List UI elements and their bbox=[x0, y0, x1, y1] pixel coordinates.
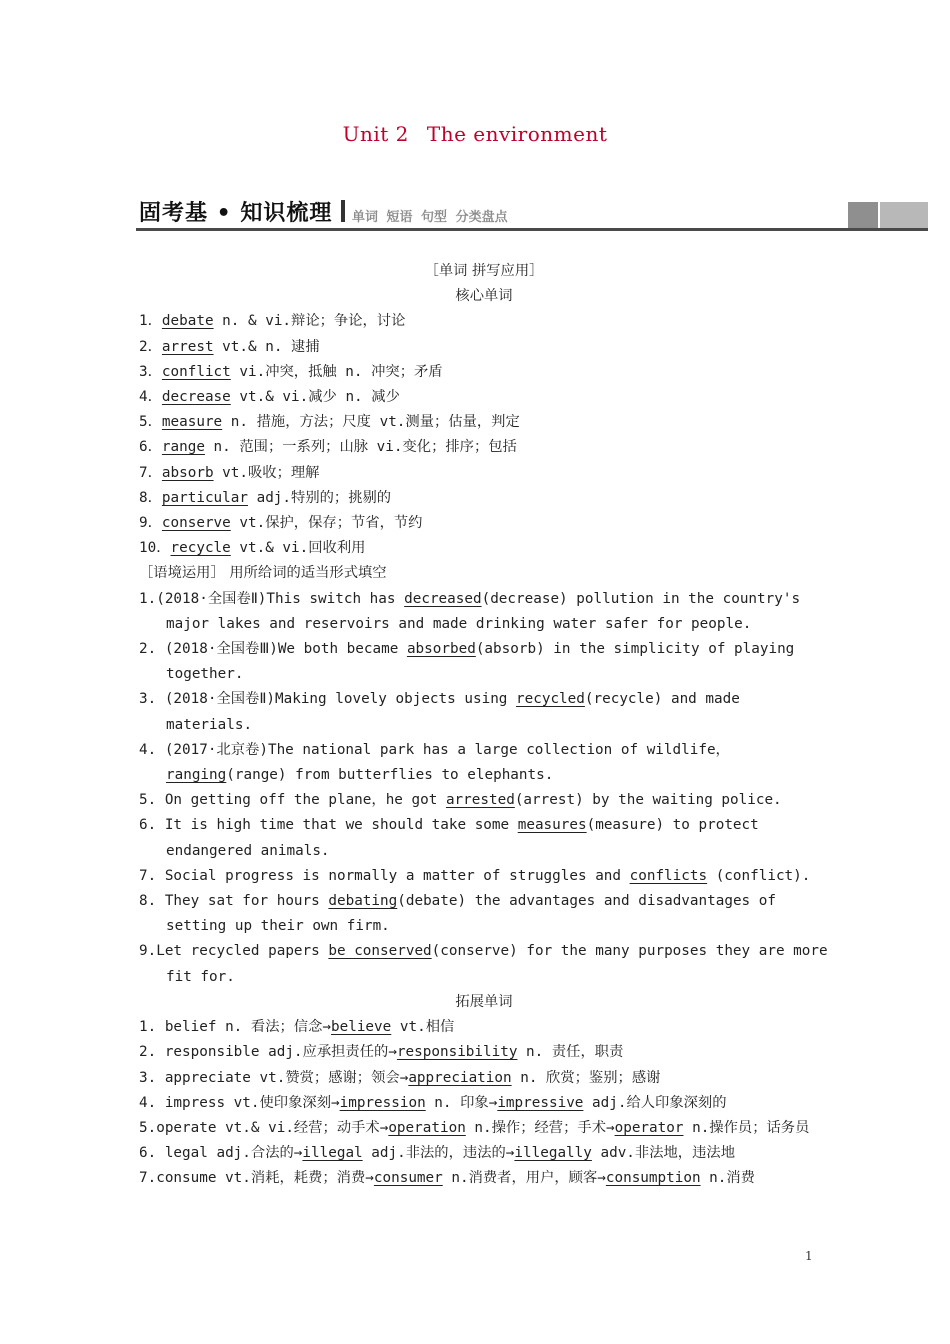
sentence-start: 1.(2018·全国卷Ⅱ)This switch has bbox=[139, 590, 405, 607]
vocab-word: arrest bbox=[161, 338, 214, 355]
sentence-start: 8. They sat for hours bbox=[139, 893, 329, 910]
derived-definition: n.消费者，用户，顾客→ bbox=[442, 1170, 606, 1187]
word-definition: vt.& vi.回收利用 bbox=[230, 540, 366, 557]
word-definition: vi.冲突，抵触 n. 冲突；矛盾 bbox=[230, 363, 443, 380]
answer-word: debating bbox=[328, 893, 398, 910]
context-item bbox=[139, 813, 829, 863]
core-word-item bbox=[139, 536, 829, 561]
banner-decoration-light bbox=[880, 202, 928, 228]
context-item bbox=[139, 738, 829, 788]
base-word: 4. impress vt.使印象深刻→ bbox=[139, 1094, 340, 1111]
sentence-end: (recycle) and made materials. bbox=[166, 691, 740, 733]
word-definition: n. 范围；一系列；山脉 vi.变化；排序；包括 bbox=[204, 439, 517, 456]
word-definition: vt.& n. 逮捕 bbox=[213, 338, 320, 355]
word-definition: adj.特别的；挑剔的 bbox=[247, 489, 392, 506]
derived-word: impression bbox=[339, 1094, 426, 1111]
vocab-word: range bbox=[161, 439, 205, 456]
sentence-end: (debate) the advantages and disadvantages of setting up their own firm. bbox=[166, 893, 776, 935]
derived-definition: adj.非法的，违法的→ bbox=[362, 1145, 515, 1162]
vocab-word: measure bbox=[161, 414, 223, 431]
banner-divider bbox=[341, 200, 345, 222]
sentence-end: (arrest) by the waiting police. bbox=[514, 792, 782, 809]
derived-definition: n.消费 bbox=[700, 1170, 755, 1187]
derived-word: appreciation bbox=[408, 1069, 512, 1086]
word-definition: vt.& vi.减少 n. 减少 bbox=[230, 389, 400, 406]
answer-word: conflicts bbox=[629, 867, 708, 884]
context-item bbox=[139, 939, 829, 989]
banner-subtitle: 单词 短语 句型 分类盘点 bbox=[352, 210, 508, 225]
vocab-word: recycle bbox=[170, 540, 231, 557]
derived-word: consumer bbox=[373, 1170, 443, 1187]
sentence-end: (conserve) for the many purposes they are more fit for. bbox=[166, 943, 828, 985]
core-word-item bbox=[139, 309, 829, 334]
core-word-item bbox=[139, 360, 829, 385]
item-number: 8． bbox=[139, 489, 162, 506]
derived-word: operator bbox=[614, 1119, 684, 1136]
banner-title: 固考基 • 知识梳理 bbox=[139, 201, 333, 226]
vocab-word: debate bbox=[161, 313, 214, 330]
derived-definition: n.操作员；话务员 bbox=[683, 1119, 810, 1136]
context-item bbox=[139, 587, 829, 637]
context-exercise-list bbox=[139, 587, 829, 990]
sentence-start: 7. Social progress is normally a matter of struggles and bbox=[139, 867, 630, 884]
derived-definition: n. 责任，职责 bbox=[517, 1044, 624, 1061]
derived-word: illegally bbox=[514, 1145, 592, 1162]
sentence-start: 2. (2018·全国卷Ⅲ)We both became bbox=[139, 641, 407, 658]
section-banner bbox=[136, 196, 928, 234]
word-definition: n. 措施，方法；尺度 vt.测量；估量，判定 bbox=[222, 414, 520, 431]
vocab-word: absorb bbox=[161, 464, 214, 481]
context-item bbox=[139, 637, 829, 687]
derived-word: responsibility bbox=[396, 1044, 518, 1061]
derived-definition: n.操作；经营；手术→ bbox=[465, 1119, 615, 1136]
unit-title bbox=[0, 122, 950, 146]
item-number: 1． bbox=[139, 313, 162, 330]
core-word-item bbox=[139, 410, 829, 435]
unit-topic: The environment bbox=[426, 122, 608, 146]
derived-definition: n. 欣赏；鉴别；感谢 bbox=[511, 1069, 661, 1086]
extended-word-item bbox=[139, 1166, 829, 1191]
core-word-item bbox=[139, 385, 829, 410]
core-word-item bbox=[139, 335, 829, 360]
banner-rule bbox=[136, 228, 928, 231]
core-word-item bbox=[139, 435, 829, 460]
base-word: 5.operate vt.& vi.经营；动手术→ bbox=[139, 1119, 389, 1136]
context-item bbox=[139, 788, 829, 813]
item-number: 6． bbox=[139, 439, 162, 456]
answer-word: absorbed bbox=[406, 641, 476, 658]
banner-decoration-dark bbox=[848, 202, 878, 228]
vocab-word: conflict bbox=[161, 363, 231, 380]
base-word: 2. responsible adj.应承担责任的→ bbox=[139, 1044, 397, 1061]
derived-word: consumption bbox=[605, 1170, 701, 1187]
answer-word: decreased bbox=[404, 590, 482, 607]
context-heading: ［语境运用］ 用所给词的适当形式填空 bbox=[139, 565, 387, 582]
derived-word: illegal bbox=[302, 1145, 363, 1162]
base-word: 3. appreciate vt.赞赏；感谢；领会→ bbox=[139, 1069, 409, 1086]
context-item bbox=[139, 864, 829, 889]
derived-definition: n. 印象→ bbox=[425, 1094, 498, 1111]
extended-word-item bbox=[139, 1091, 829, 1116]
core-word-list bbox=[139, 309, 829, 561]
answer-word: recycled bbox=[516, 691, 585, 708]
vocab-word: decrease bbox=[161, 389, 231, 406]
vocab-word: conserve bbox=[161, 515, 231, 532]
extended-word-item bbox=[139, 1066, 829, 1091]
extended-word-item bbox=[139, 1116, 829, 1141]
answer-word: ranging bbox=[166, 767, 227, 784]
item-number: 10． bbox=[139, 540, 171, 557]
word-definition: vt.保护，保存；节省，节约 bbox=[230, 515, 423, 532]
derived-definition: adj.给人印象深刻的 bbox=[583, 1094, 727, 1111]
sentence-start: 6. It is high time that we should take some bbox=[139, 817, 518, 834]
sentence-start: 3. (2018·全国卷Ⅱ)Making lovely objects using bbox=[139, 691, 517, 708]
item-number: 2． bbox=[139, 338, 162, 355]
sentence-start: 9.Let recycled papers bbox=[139, 943, 329, 960]
extended-word-item bbox=[139, 1141, 829, 1166]
sentence-end: (measure) to protect endangered animals. bbox=[166, 817, 759, 859]
core-word-item bbox=[139, 511, 829, 536]
base-word: 7.consume vt.消耗，耗费；消费→ bbox=[139, 1170, 374, 1187]
sentence-end: (range) from butterflies to elephants. bbox=[226, 767, 554, 784]
context-item bbox=[139, 889, 829, 939]
extended-words-heading: 拓展单词 bbox=[455, 993, 513, 1010]
derived-definition: adv.非法地，违法地 bbox=[591, 1145, 735, 1162]
item-number: 9． bbox=[139, 515, 162, 532]
page-number: 1 bbox=[805, 1249, 813, 1263]
item-number: 7． bbox=[139, 464, 162, 481]
derived-definition: vt.相信 bbox=[391, 1019, 455, 1036]
answer-word: be conserved bbox=[328, 943, 432, 960]
core-word-item bbox=[139, 461, 829, 486]
sentence-end: (decrease) pollution in the country's major lakes and reservoirs and made drinking water safer for people. bbox=[166, 590, 801, 632]
sentence-start: 4. (2017·北京卷)The national park has a large collection of wildlife， bbox=[139, 741, 730, 758]
derived-word: believe bbox=[331, 1019, 392, 1036]
item-number: 5． bbox=[139, 414, 162, 431]
derived-word: operation bbox=[388, 1119, 466, 1136]
word-definition: n. & vi.辩论；争论，讨论 bbox=[213, 313, 406, 330]
vocab-word: particular bbox=[161, 489, 248, 506]
base-word: 6. legal adj.合法的→ bbox=[139, 1145, 303, 1162]
section-heading: ［单词 拼写应用］ bbox=[424, 263, 544, 279]
answer-word: arrested bbox=[445, 792, 515, 809]
extended-word-list bbox=[139, 1015, 829, 1191]
unit-label: Unit 2 bbox=[342, 122, 409, 146]
core-word-item bbox=[139, 486, 829, 511]
sentence-start: 5. On getting off the plane，he got bbox=[139, 792, 446, 809]
word-definition: vt.吸收；理解 bbox=[213, 464, 320, 481]
item-number: 3． bbox=[139, 363, 162, 380]
context-item bbox=[139, 687, 829, 737]
core-words-heading: 核心单词 bbox=[455, 288, 513, 305]
document-body bbox=[139, 259, 829, 1192]
base-word: 1. belief n. 看法；信念→ bbox=[139, 1019, 331, 1036]
answer-word: measures bbox=[517, 817, 587, 834]
item-number: 4． bbox=[139, 389, 162, 406]
sentence-end: (absorb) in the simplicity of playing together. bbox=[166, 641, 795, 683]
extended-word-item bbox=[139, 1040, 829, 1065]
derived-word: impressive bbox=[497, 1094, 584, 1111]
extended-word-item bbox=[139, 1015, 829, 1040]
sentence-end: (conflict). bbox=[707, 867, 811, 884]
